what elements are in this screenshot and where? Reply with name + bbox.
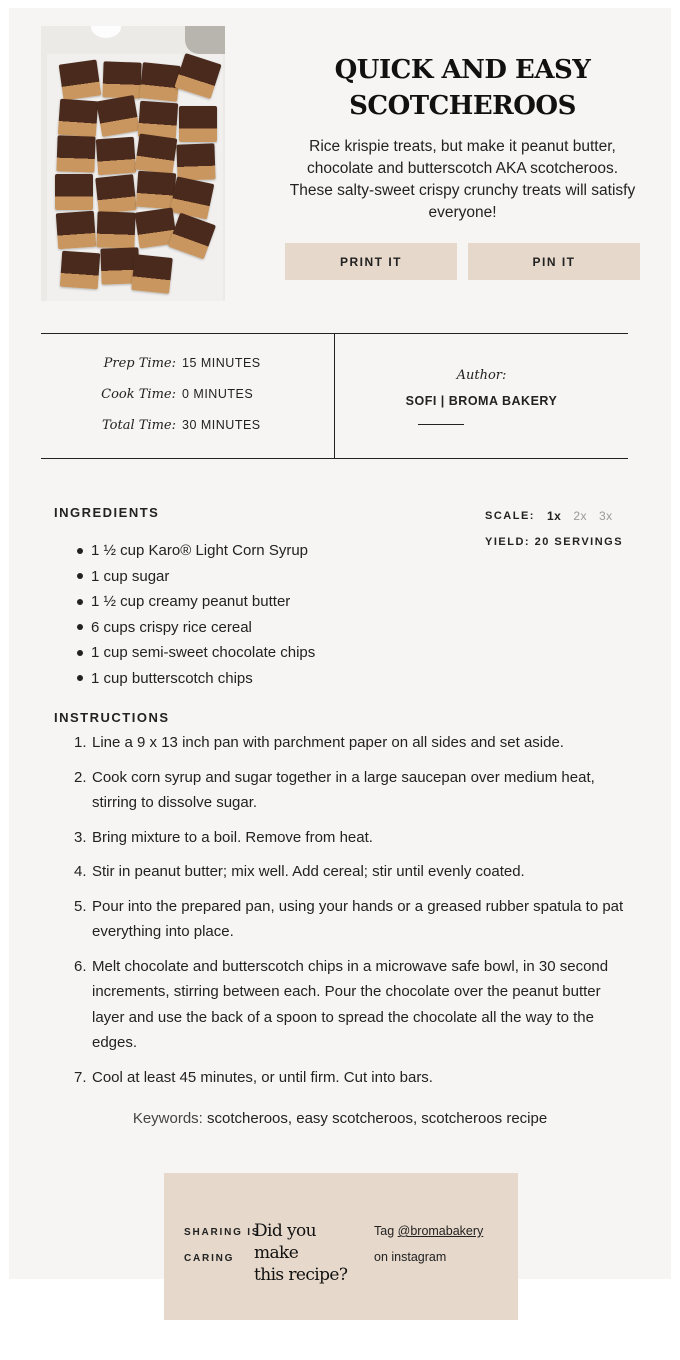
instruction-step: [74, 730, 624, 756]
step-number: 3.: [74, 828, 87, 846]
scotcheroo-bar: [56, 211, 96, 250]
instruction-step: [74, 1065, 624, 1091]
recipe-photo: [41, 26, 225, 301]
scale-control: [485, 509, 613, 523]
ingredient-item: 1 cup butterscotch chips: [76, 666, 315, 692]
step-text: Cook corn syrup and sugar together in a large saucepan over medium heat, stirring to dissolve sugar.: [92, 768, 595, 811]
step-number: 5.: [74, 897, 87, 915]
scotcheroo-bar: [55, 174, 93, 210]
towel: [185, 26, 225, 54]
keywords: [0, 1110, 680, 1127]
on-instagram-text: on instagram: [374, 1250, 447, 1264]
ingredient-item: 1 ½ cup creamy peanut butter: [76, 589, 315, 615]
instagram-handle-link[interactable]: @bromabakery: [397, 1224, 484, 1238]
author-underline: [418, 424, 464, 425]
author-label: Author:: [456, 368, 507, 383]
keywords-label: Keywords:: [132, 1110, 203, 1127]
recipe-title: QUICK AND EASY SCOTCHEROOS: [334, 55, 591, 121]
scotcheroo-bar: [102, 61, 141, 98]
scotcheroo-bar: [135, 134, 178, 175]
step-number: 4.: [74, 863, 87, 880]
print-button[interactable]: PRINT IT: [285, 243, 457, 280]
scotcheroo-bar: [96, 95, 140, 137]
scotcheroo-bar: [58, 99, 98, 138]
scale-label: SCALE:: [485, 510, 535, 522]
total-time-row: [101, 418, 261, 433]
scale-2x[interactable]: 2x: [573, 509, 587, 523]
instruction-list: [74, 730, 624, 1099]
scotcheroo-bar: [95, 174, 137, 214]
ingredient-item: 1 ½ cup Karo® Light Corn Syrup: [76, 538, 315, 564]
instruction-step: [74, 765, 624, 816]
prep-time-value: 15 MINUTES: [182, 356, 261, 370]
scotcheroo-bar: [60, 251, 100, 290]
tag-text: [374, 1224, 483, 1238]
scotcheroo-bar: [96, 211, 135, 248]
step-text: Line a 9 x 13 inch pan with parchment paper on all sides and set aside.: [92, 734, 564, 751]
ingredient-item: 6 cups crispy rice cereal: [76, 615, 315, 641]
step-number: 2.: [74, 768, 87, 786]
recipe-meta: [41, 333, 628, 459]
scotcheroo-bar: [56, 135, 95, 172]
cook-time-value: 0 MINUTES: [182, 387, 254, 401]
instruction-step: [74, 825, 624, 851]
step-number: 1.: [74, 734, 87, 751]
prep-time-row: [101, 356, 261, 371]
share-prompt: Did you make this recipe?: [254, 1221, 348, 1285]
scotcheroo-bar: [170, 176, 215, 219]
total-time-value: 30 MINUTES: [182, 418, 261, 432]
step-number: 7.: [74, 1068, 87, 1086]
recipe-description: Rice krispie treats, but make it peanut butter, chocolate and butterscotch AKA scotcheroos. These salty-sweet crispy crunchy treats will satisfy everyone!: [289, 138, 636, 221]
ingredient-item: 1 cup semi-sweet chocolate chips: [76, 640, 315, 666]
scale-3x[interactable]: 3x: [599, 509, 613, 523]
step-text: Bring mixture to a boil. Remove from heat.: [92, 828, 373, 846]
ingredient-list: [76, 538, 315, 691]
caring-text: CARING: [184, 1253, 235, 1264]
instruction-step: [74, 894, 624, 945]
cook-time-row: [101, 387, 253, 402]
scotcheroo-bar: [131, 254, 173, 294]
ingredient-item: 1 cup sugar: [76, 564, 315, 590]
share-box: [164, 1173, 518, 1320]
step-text: Melt chocolate and butterscotch chips in a microwave safe bowl, in 30 second increments, stirring between each. Pour the chocolate over the peanut butter layer and use the back of a spoon to spread the chocolate all the way to the edges.: [92, 957, 609, 1051]
scotcheroo-bar: [179, 106, 217, 142]
prep-time-label: Prep Time:: [103, 356, 176, 371]
instructions-heading: INSTRUCTIONS: [54, 710, 170, 725]
scotcheroo-bar: [139, 62, 181, 102]
cook-time-label: Cook Time:: [101, 387, 176, 402]
step-number: 6.: [74, 957, 87, 975]
scale-1x[interactable]: 1x: [546, 509, 562, 523]
scotcheroo-bar: [176, 143, 215, 180]
pin-button[interactable]: PIN IT: [468, 243, 640, 280]
yield: YIELD: 20 SERVINGS: [485, 536, 624, 548]
instruction-step: [74, 954, 624, 1056]
scotcheroo-bar: [96, 137, 136, 176]
sharing-is-text: SHARING IS: [184, 1227, 261, 1238]
step-text: Pour into the prepared pan, using your hands or a greased rubber spatula to pat everything into place.: [92, 897, 624, 940]
bowl: [91, 26, 121, 38]
keywords-value: scotcheroos, easy scotcheroos, scotcheroos recipe: [207, 1110, 548, 1127]
step-text: Stir in peanut butter; mix well. Add cereal; stir until evenly coated.: [92, 863, 525, 880]
scotcheroo-bar: [59, 60, 102, 101]
ingredients-heading: INGREDIENTS: [54, 505, 160, 520]
step-text: Cool at least 45 minutes, or until firm. Cut into bars.: [92, 1068, 433, 1086]
scotcheroo-bar: [136, 171, 176, 210]
instruction-step: [74, 859, 624, 885]
tag-prefix: Tag: [374, 1224, 395, 1238]
total-time-label: Total Time:: [102, 418, 176, 433]
author-name[interactable]: SOFI | BROMA BAKERY: [405, 394, 558, 408]
